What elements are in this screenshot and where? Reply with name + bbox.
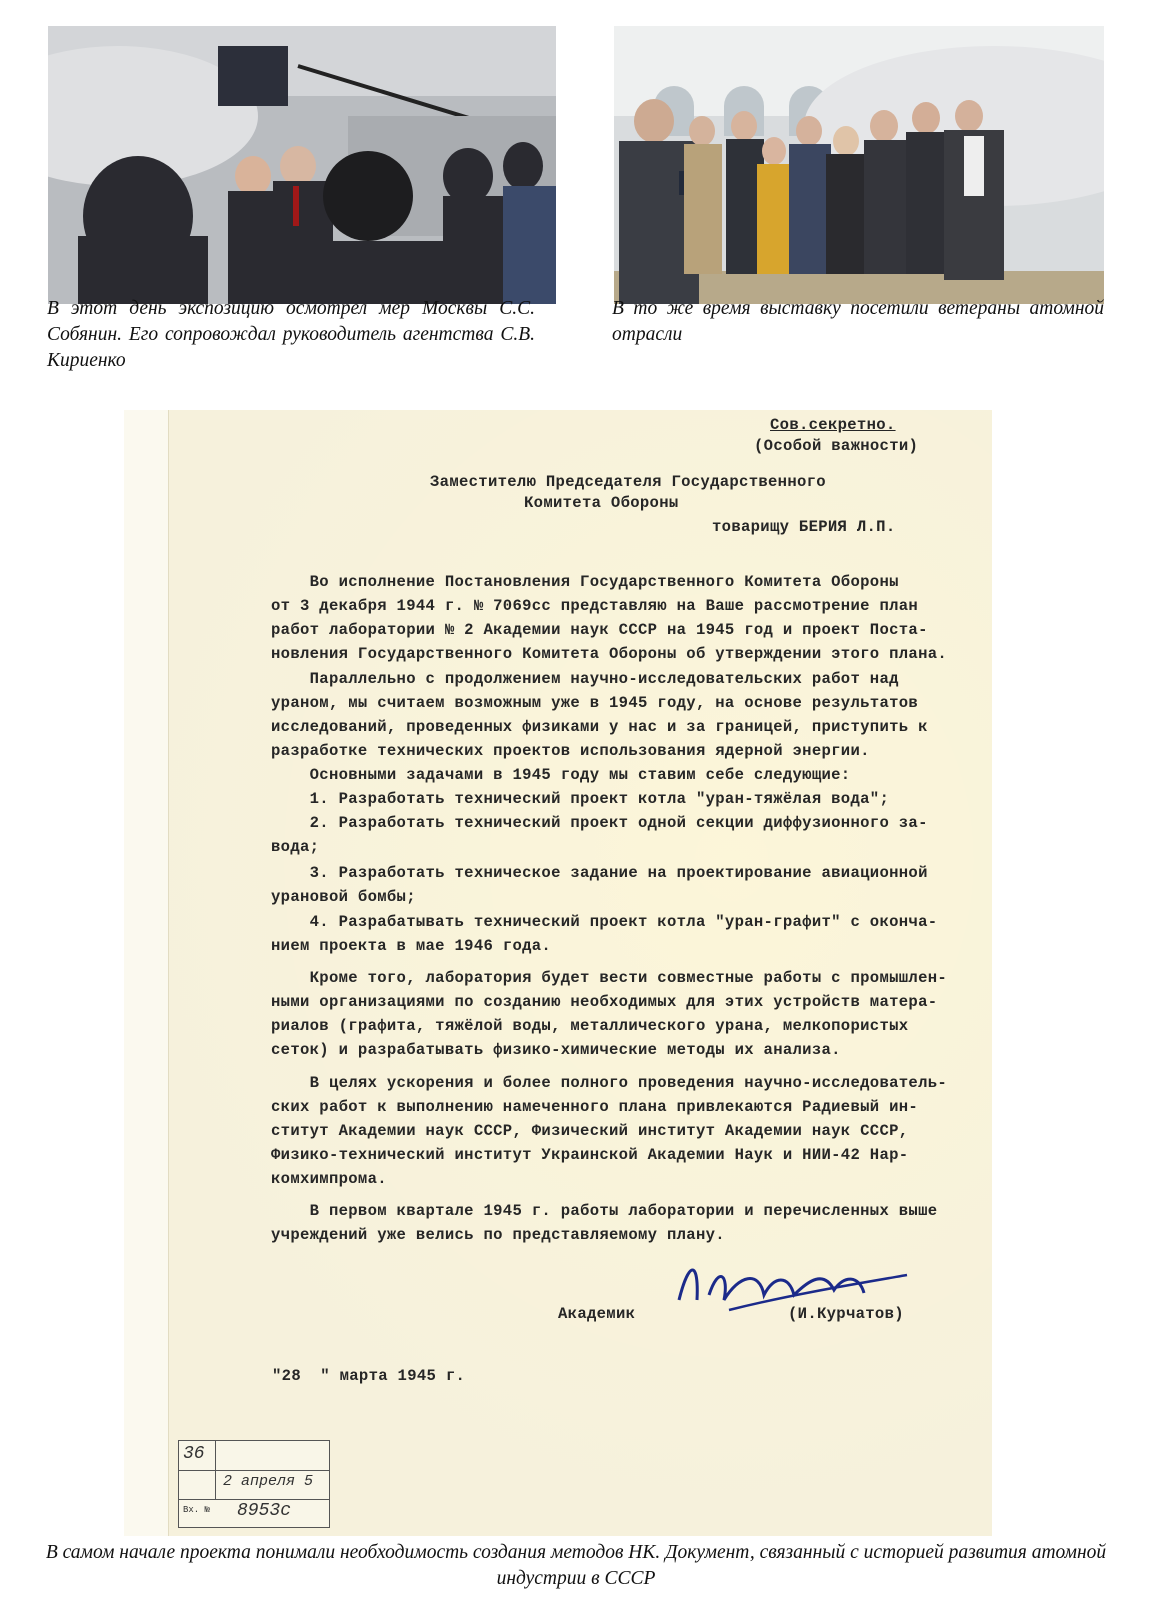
- stamp-number: 36: [183, 1444, 205, 1464]
- addressee-line: Заместителю Председателя Государственного: [430, 473, 826, 491]
- body-line: риалов (графита, тяжёлой воды, металлического урана, мелкопористых: [271, 1017, 909, 1035]
- body-line: комхимпрома.: [271, 1170, 387, 1188]
- body-line: Физико-технический институт Украинской Академии Наук и НИИ-42 Нар-: [271, 1146, 909, 1164]
- caption-bottom: В самом начале проекта понимали необходимость создания методов НК. Документ, связанный с историей развития атомной индустрии в СССР: [45, 1542, 1107, 1589]
- body-line: В первом квартале 1945 г. работы лаборатории и перечисленных выше: [271, 1202, 938, 1220]
- body-line: от 3 декабря 1944 г. № 7069сс представляю на Ваше рассмотрение план: [271, 597, 919, 615]
- photo-sobyanin: [48, 26, 556, 304]
- body-line: разработке технических проектов использования ядерной энергии.: [271, 742, 870, 760]
- addressee-line: Комитета Обороны: [524, 494, 679, 512]
- stamp-divider: [179, 1499, 329, 1500]
- stamp-reg-number: 8953с: [237, 1501, 292, 1521]
- body-line: Основными задачами в 1945 году мы ставим себе следующие:: [271, 766, 851, 784]
- body-line: сеток) и разрабатывать физико-химические методы их анализа.: [271, 1041, 841, 1059]
- signature-name: (И.Курчатов): [788, 1305, 904, 1323]
- secrecy-marking: Сов.секретно.: [770, 416, 896, 434]
- body-line: 2. Разработать технический проект одной секции диффузионного за-: [271, 814, 928, 832]
- body-line: 3. Разработать техническое задание на проектирование авиационной: [271, 864, 928, 882]
- addressee-name: товарищу БЕРИЯ Л.П.: [712, 518, 896, 536]
- body-line: учреждений уже велись по представляемому плану.: [271, 1226, 725, 1244]
- body-line: исследований, проведенных физиками у нас и за границей, приступить к: [271, 718, 928, 736]
- document-left-margin: [124, 410, 169, 1536]
- registration-stamp: [178, 1440, 330, 1528]
- body-line: новления Государственного Комитета Обороны об утверждении этого плана.: [271, 645, 948, 663]
- body-line: нием проекта в мае 1946 года.: [271, 937, 552, 955]
- caption-right: В то же время выставку посетили ветераны атомной отрасли: [612, 298, 1104, 345]
- body-line: ными организациями по созданию необходимых для этих устройств матера-: [271, 993, 938, 1011]
- body-line: 4. Разрабатывать технический проект котла "уран-графит" с оконча-: [271, 913, 938, 931]
- body-line: ститут Академии наук СССР, Физический институт Академии наук СССР,: [271, 1122, 909, 1140]
- body-line: вода;: [271, 838, 320, 856]
- stamp-in-label: Вх. №: [183, 1505, 211, 1515]
- signature-title: Академик: [558, 1305, 636, 1323]
- body-line: ураном, мы считаем возможным уже в 1945 году, на основе результатов: [271, 694, 919, 712]
- archival-document: [124, 410, 992, 1536]
- body-line: работ лаборатории № 2 Академии наук СССР на 1945 год и проект Поста-: [271, 621, 928, 639]
- caption-left: В этот день экспозицию осмотрел мер Москвы С.С. Собянин. Его сопровождал руководитель агентства С.В. Кириенко: [47, 298, 535, 371]
- body-line: 1. Разработать технический проект котла "уран-тяжёлая вода";: [271, 790, 890, 808]
- body-line: урановой бомбы;: [271, 888, 416, 906]
- body-line: Во исполнение Постановления Государственного Комитета Обороны: [271, 573, 899, 591]
- photo-veterans: [614, 26, 1104, 304]
- body-line: Параллельно с продолжением научно-исследовательских работ над: [271, 670, 899, 688]
- body-line: В целях ускорения и более полного проведения научно-исследователь-: [271, 1074, 948, 1092]
- body-line: ских работ к выполнению намеченного плана привлекаются Радиевый ин-: [271, 1098, 919, 1116]
- exhibition-visit-photo: [48, 26, 556, 304]
- stamp-divider: [179, 1470, 329, 1471]
- body-line: Кроме того, лаборатория будет вести совместные работы с промышлен-: [271, 969, 948, 987]
- veterans-group-photo: [614, 26, 1104, 304]
- stamp-date: 2 апреля 5: [223, 1473, 314, 1490]
- importance-marking: (Особой важности): [754, 437, 919, 455]
- document-date: "28 " марта 1945 г.: [272, 1367, 466, 1385]
